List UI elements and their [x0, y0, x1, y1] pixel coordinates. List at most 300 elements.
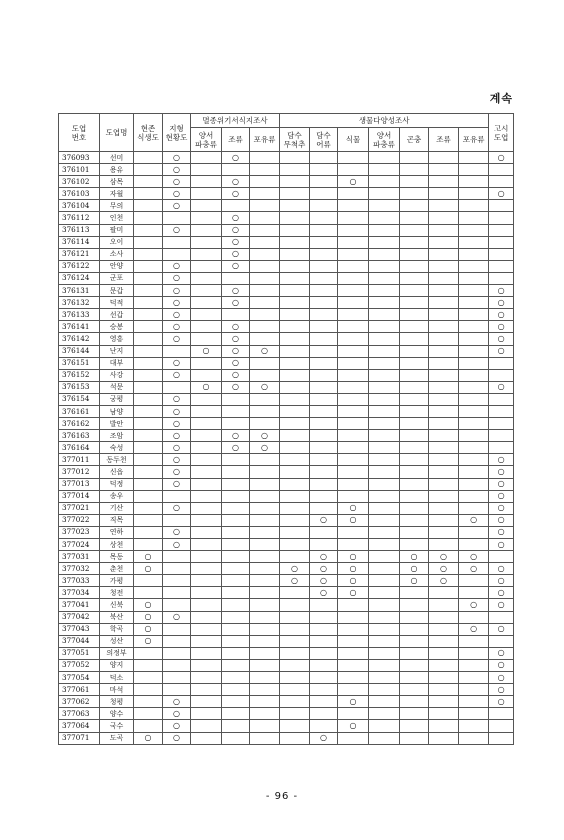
circle-mark-icon: ○ — [470, 515, 478, 525]
mark-cell — [338, 176, 369, 188]
mark-cell — [280, 321, 310, 333]
mark-cell — [369, 526, 400, 538]
col-header-g2-insect: 곤충 — [400, 128, 429, 152]
map-code-cell: 377063 — [59, 708, 100, 720]
table-row — [59, 672, 514, 684]
mark-cell — [400, 309, 429, 321]
mark-cell — [338, 236, 369, 248]
mark-cell — [163, 333, 191, 345]
mark-cell — [163, 272, 191, 284]
mark-cell — [163, 684, 191, 696]
circle-mark-icon: ○ — [497, 333, 505, 343]
circle-mark-icon: ○ — [440, 563, 448, 573]
mark-cell — [280, 164, 310, 176]
map-name-cell: 발안 — [100, 418, 134, 430]
mark-cell — [338, 539, 369, 551]
mark-cell — [250, 236, 280, 248]
map-name-cell: 군포 — [100, 272, 134, 284]
map-name-cell: 북산 — [100, 611, 134, 623]
circle-mark-icon: ○ — [497, 563, 505, 573]
circle-mark-icon: ○ — [173, 720, 180, 730]
map-code-cell: 376113 — [59, 224, 100, 236]
map-name-cell: 안양 — [100, 260, 134, 272]
mark-cell — [489, 152, 514, 164]
mark-cell — [369, 478, 400, 490]
mark-cell — [429, 647, 459, 659]
mark-cell — [338, 563, 369, 575]
mark-cell — [338, 381, 369, 393]
mark-cell — [459, 502, 489, 514]
mark-cell — [222, 333, 250, 345]
mark-cell — [459, 647, 489, 659]
mark-cell — [429, 285, 459, 297]
table-row — [59, 272, 514, 284]
mark-cell — [459, 672, 489, 684]
mark-cell — [400, 224, 429, 236]
mark-cell — [429, 696, 459, 708]
mark-cell — [369, 539, 400, 551]
circle-mark-icon: ○ — [261, 442, 268, 452]
mark-cell — [163, 345, 191, 357]
circle-mark-icon: ○ — [497, 188, 505, 198]
mark-cell — [489, 418, 514, 430]
circle-mark-icon: ○ — [173, 708, 180, 718]
circle-mark-icon: ○ — [173, 273, 180, 283]
mark-cell — [250, 430, 280, 442]
mark-cell — [400, 502, 429, 514]
mark-cell — [163, 490, 191, 502]
mark-cell — [222, 575, 250, 587]
mark-cell — [459, 563, 489, 575]
map-code-cell: 377064 — [59, 720, 100, 732]
map-code-cell: 376121 — [59, 248, 100, 260]
mark-cell — [459, 575, 489, 587]
table-row — [59, 188, 514, 200]
table-row — [59, 659, 514, 671]
map-name-cell: 삼목 — [100, 176, 134, 188]
mark-cell — [134, 381, 163, 393]
mark-cell — [134, 200, 163, 212]
mark-cell — [222, 357, 250, 369]
mark-cell — [250, 502, 280, 514]
mark-cell — [250, 514, 280, 526]
mark-cell — [400, 188, 429, 200]
circle-mark-icon: ○ — [173, 358, 180, 368]
map-name-cell: 궁평 — [100, 393, 134, 405]
circle-mark-icon: ○ — [232, 152, 239, 162]
table-row — [59, 442, 514, 454]
mark-cell — [310, 635, 338, 647]
mark-cell — [489, 212, 514, 224]
mark-cell — [310, 188, 338, 200]
mark-cell — [191, 672, 222, 684]
mark-cell — [489, 732, 514, 744]
mark-cell — [400, 297, 429, 309]
mark-cell — [489, 200, 514, 212]
mark-cell — [429, 272, 459, 284]
map-code-cell: 376102 — [59, 176, 100, 188]
map-name-cell: 양지 — [100, 659, 134, 671]
mark-cell — [280, 635, 310, 647]
mark-cell — [400, 466, 429, 478]
mark-cell — [222, 659, 250, 671]
mark-cell — [310, 659, 338, 671]
mark-cell — [338, 418, 369, 430]
mark-cell — [163, 635, 191, 647]
mark-cell — [250, 684, 280, 696]
mark-cell — [310, 260, 338, 272]
mark-cell — [459, 732, 489, 744]
map-name-cell: 난지 — [100, 345, 134, 357]
mark-cell — [369, 188, 400, 200]
map-name-cell: 목동 — [100, 551, 134, 563]
mark-cell — [280, 732, 310, 744]
map-name-cell: 도곡 — [100, 732, 134, 744]
circle-mark-icon: ○ — [232, 188, 239, 198]
mark-cell — [222, 188, 250, 200]
mark-cell — [310, 623, 338, 635]
circle-mark-icon: ○ — [320, 551, 328, 561]
mark-cell — [163, 405, 191, 417]
mark-cell — [250, 623, 280, 635]
circle-mark-icon: ○ — [232, 225, 239, 235]
mark-cell — [338, 405, 369, 417]
mark-cell — [222, 164, 250, 176]
mark-cell — [163, 659, 191, 671]
mark-cell — [400, 357, 429, 369]
mark-cell — [191, 369, 222, 381]
mark-cell — [191, 164, 222, 176]
mark-cell — [134, 260, 163, 272]
mark-cell — [369, 599, 400, 611]
table-body — [59, 152, 514, 745]
circle-mark-icon: ○ — [144, 551, 152, 561]
mark-cell — [222, 272, 250, 284]
mark-cell — [191, 732, 222, 744]
mark-cell — [134, 551, 163, 563]
map-code-cell: 377023 — [59, 526, 100, 538]
mark-cell — [163, 611, 191, 623]
table-row — [59, 611, 514, 623]
map-name-cell: 용유 — [100, 164, 134, 176]
circle-mark-icon: ○ — [497, 152, 505, 162]
map-code-cell: 377052 — [59, 659, 100, 671]
mark-cell — [459, 164, 489, 176]
mark-cell — [191, 297, 222, 309]
mark-cell — [280, 526, 310, 538]
mark-cell — [338, 345, 369, 357]
mark-cell — [163, 623, 191, 635]
mark-cell — [369, 684, 400, 696]
mark-cell — [369, 321, 400, 333]
mark-cell — [489, 659, 514, 671]
mark-cell — [459, 285, 489, 297]
circle-mark-icon: ○ — [173, 285, 180, 295]
mark-cell — [280, 551, 310, 563]
mark-cell — [163, 321, 191, 333]
mark-cell — [338, 309, 369, 321]
mark-cell — [250, 526, 280, 538]
mark-cell — [369, 514, 400, 526]
mark-cell — [191, 224, 222, 236]
map-name-cell: 인천 — [100, 212, 134, 224]
mark-cell — [459, 200, 489, 212]
table-row — [59, 333, 514, 345]
mark-cell — [191, 357, 222, 369]
mark-cell — [310, 454, 338, 466]
map-name-cell: 소사 — [100, 248, 134, 260]
circle-mark-icon: ○ — [497, 696, 505, 706]
table-row — [59, 260, 514, 272]
mark-cell — [134, 599, 163, 611]
circle-mark-icon: ○ — [291, 575, 299, 585]
mark-cell — [489, 381, 514, 393]
mark-cell — [222, 502, 250, 514]
mark-cell — [250, 309, 280, 321]
circle-mark-icon: ○ — [349, 587, 357, 597]
mark-cell — [310, 539, 338, 551]
mark-cell — [310, 599, 338, 611]
mark-cell — [459, 345, 489, 357]
mark-cell — [250, 357, 280, 369]
table-row — [59, 684, 514, 696]
mark-cell — [222, 369, 250, 381]
circle-mark-icon: ○ — [497, 600, 505, 610]
mark-cell — [222, 236, 250, 248]
mark-cell — [134, 164, 163, 176]
mark-cell — [459, 684, 489, 696]
mark-cell — [369, 236, 400, 248]
col-header-veg: 현존 식생도 — [134, 114, 163, 152]
col-header-g2-plant: 식물 — [338, 128, 369, 152]
mark-cell — [163, 381, 191, 393]
mark-cell — [191, 708, 222, 720]
mark-cell — [191, 514, 222, 526]
circle-mark-icon: ○ — [349, 515, 357, 525]
circle-mark-icon: ○ — [173, 442, 180, 452]
mark-cell — [489, 272, 514, 284]
mark-cell — [163, 526, 191, 538]
mark-cell — [338, 611, 369, 623]
circle-mark-icon: ○ — [410, 575, 418, 585]
mark-cell — [429, 623, 459, 635]
mark-cell — [191, 587, 222, 599]
map-name-cell: 국수 — [100, 720, 134, 732]
mark-cell — [400, 212, 429, 224]
mark-cell — [338, 599, 369, 611]
mark-cell — [250, 333, 280, 345]
mark-cell — [459, 212, 489, 224]
mark-cell — [280, 152, 310, 164]
mark-cell — [489, 575, 514, 587]
circle-mark-icon: ○ — [440, 575, 448, 585]
mark-cell — [400, 599, 429, 611]
mark-cell — [310, 345, 338, 357]
mark-cell — [280, 563, 310, 575]
table-row — [59, 345, 514, 357]
mark-cell — [429, 635, 459, 647]
mark-cell — [459, 381, 489, 393]
table-row — [59, 248, 514, 260]
circle-mark-icon: ○ — [497, 587, 505, 597]
mark-cell — [250, 466, 280, 478]
mark-cell — [369, 405, 400, 417]
mark-cell — [134, 684, 163, 696]
map-name-cell: 대부 — [100, 357, 134, 369]
table-row — [59, 200, 514, 212]
mark-cell — [163, 720, 191, 732]
mark-cell — [338, 684, 369, 696]
mark-cell — [191, 200, 222, 212]
circle-mark-icon: ○ — [173, 370, 180, 380]
map-code-cell: 377014 — [59, 490, 100, 502]
mark-cell — [134, 248, 163, 260]
mark-cell — [310, 309, 338, 321]
mark-cell — [489, 260, 514, 272]
mark-cell — [489, 393, 514, 405]
mark-cell — [310, 490, 338, 502]
mark-cell — [400, 551, 429, 563]
circle-mark-icon: ○ — [232, 358, 239, 368]
circle-mark-icon: ○ — [497, 297, 505, 307]
map-name-cell: 의정부 — [100, 647, 134, 659]
mark-cell — [489, 599, 514, 611]
mark-cell — [222, 405, 250, 417]
map-code-cell: 377062 — [59, 696, 100, 708]
mark-cell — [459, 176, 489, 188]
circle-mark-icon: ○ — [320, 575, 328, 585]
map-name-cell: 자월 — [100, 188, 134, 200]
mark-cell — [280, 490, 310, 502]
mark-cell — [134, 720, 163, 732]
map-code-cell: 377034 — [59, 587, 100, 599]
mark-cell — [459, 526, 489, 538]
mark-cell — [369, 369, 400, 381]
circle-mark-icon: ○ — [497, 503, 505, 513]
table-row — [59, 212, 514, 224]
circle-mark-icon: ○ — [497, 672, 505, 682]
mark-cell — [310, 684, 338, 696]
mark-cell — [429, 466, 459, 478]
mark-cell — [459, 188, 489, 200]
mark-cell — [489, 587, 514, 599]
mark-cell — [134, 539, 163, 551]
mark-cell — [134, 659, 163, 671]
table-row — [59, 176, 514, 188]
circle-mark-icon: ○ — [173, 394, 180, 404]
table-row — [59, 490, 514, 502]
map-code-cell: 376152 — [59, 369, 100, 381]
map-code-cell: 377024 — [59, 539, 100, 551]
mark-cell — [163, 224, 191, 236]
mark-cell — [222, 623, 250, 635]
mark-cell — [134, 672, 163, 684]
mark-cell — [489, 720, 514, 732]
mark-cell — [338, 200, 369, 212]
mark-cell — [429, 212, 459, 224]
circle-mark-icon: ○ — [349, 176, 357, 186]
mark-cell — [310, 647, 338, 659]
mark-cell — [429, 164, 459, 176]
mark-cell — [280, 212, 310, 224]
mark-cell — [489, 611, 514, 623]
table-row — [59, 369, 514, 381]
mark-cell — [163, 514, 191, 526]
mark-cell — [369, 720, 400, 732]
mark-cell — [310, 224, 338, 236]
mark-cell — [400, 720, 429, 732]
mark-cell — [250, 176, 280, 188]
mark-cell — [191, 575, 222, 587]
mark-cell — [163, 430, 191, 442]
mark-cell — [191, 539, 222, 551]
mark-cell — [338, 152, 369, 164]
mark-cell — [338, 297, 369, 309]
mark-cell — [400, 333, 429, 345]
map-name-cell: 조암 — [100, 430, 134, 442]
circle-mark-icon: ○ — [497, 648, 505, 658]
mark-cell — [191, 248, 222, 260]
circle-mark-icon: ○ — [144, 733, 152, 743]
mark-cell — [338, 575, 369, 587]
mark-cell — [134, 297, 163, 309]
mark-cell — [338, 272, 369, 284]
mark-cell — [280, 466, 310, 478]
mark-cell — [429, 321, 459, 333]
mark-cell — [489, 478, 514, 490]
mark-cell — [338, 635, 369, 647]
map-code-cell: 376104 — [59, 200, 100, 212]
mark-cell — [369, 333, 400, 345]
mark-cell — [163, 418, 191, 430]
circle-mark-icon: ○ — [173, 188, 180, 198]
mark-cell — [400, 647, 429, 659]
mark-cell — [163, 502, 191, 514]
mark-cell — [250, 551, 280, 563]
mark-cell — [134, 393, 163, 405]
mark-cell — [163, 708, 191, 720]
mark-cell — [134, 285, 163, 297]
table-row — [59, 393, 514, 405]
mark-cell — [400, 260, 429, 272]
mark-cell — [134, 502, 163, 514]
mark-cell — [134, 635, 163, 647]
mark-cell — [310, 442, 338, 454]
mark-cell — [134, 490, 163, 502]
mark-cell — [459, 297, 489, 309]
circle-mark-icon: ○ — [202, 382, 210, 392]
mark-cell — [400, 164, 429, 176]
circle-mark-icon: ○ — [173, 406, 180, 416]
mark-cell — [222, 212, 250, 224]
circle-mark-icon: ○ — [261, 430, 268, 440]
mark-cell — [400, 514, 429, 526]
circle-mark-icon: ○ — [144, 563, 152, 573]
mark-cell — [191, 260, 222, 272]
mark-cell — [400, 369, 429, 381]
table-row — [59, 236, 514, 248]
map-code-cell: 377042 — [59, 611, 100, 623]
mark-cell — [459, 635, 489, 647]
mark-cell — [280, 599, 310, 611]
circle-mark-icon: ○ — [232, 382, 239, 392]
mark-cell — [191, 551, 222, 563]
table-row — [59, 720, 514, 732]
mark-cell — [134, 454, 163, 466]
mark-cell — [250, 672, 280, 684]
map-name-cell: 직목 — [100, 514, 134, 526]
map-name-cell: 남양 — [100, 405, 134, 417]
